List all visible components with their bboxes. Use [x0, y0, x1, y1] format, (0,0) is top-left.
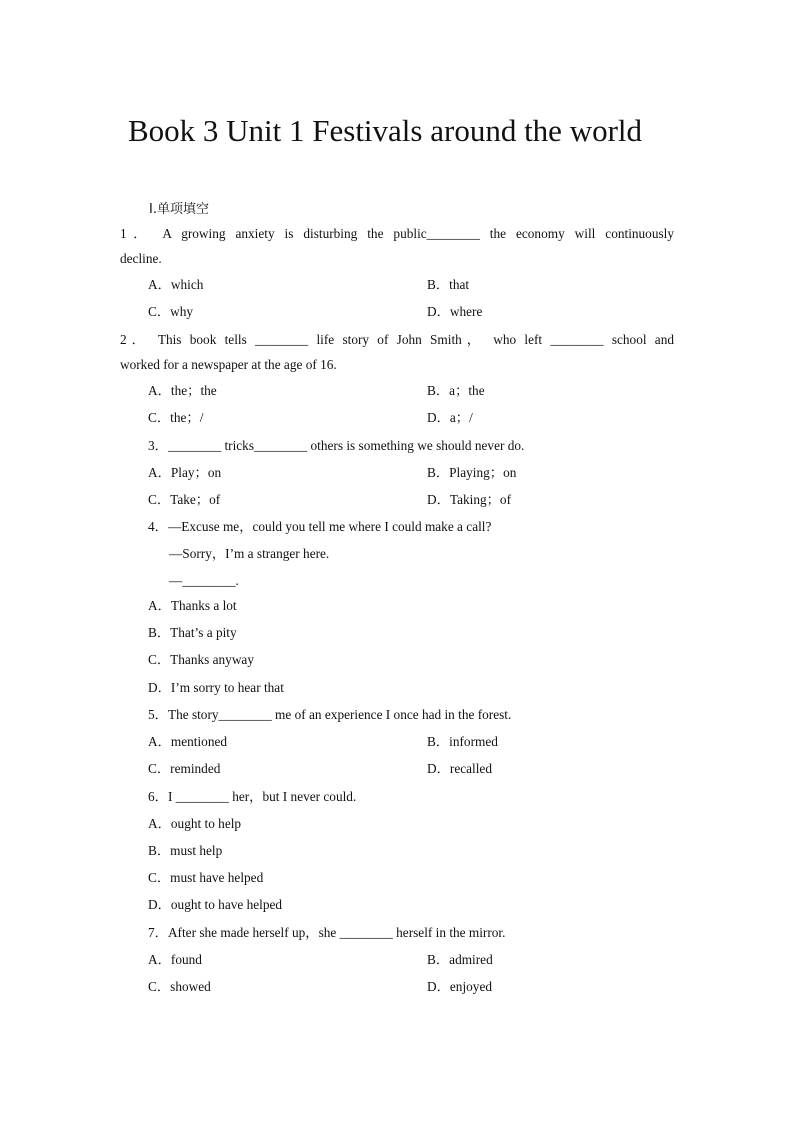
- question-7-option-c: C．showed: [148, 979, 211, 994]
- section-heading: Ⅰ.单项填空: [149, 202, 209, 217]
- question-6-option-c: C．must have helped: [148, 870, 264, 885]
- document-title: Book 3 Unit 1 Festivals around the world: [127, 113, 643, 148]
- question-4-line-3: —________.: [169, 573, 239, 588]
- question-1-line-1: 1． A growing anxiety is disturbing the public________ the economy will continuously: [120, 226, 674, 241]
- question-1-option-c: C．why: [148, 304, 194, 319]
- question-2-line-2: worked for a newspaper at the age of 16.: [120, 357, 337, 372]
- question-7-option-a: A．found: [148, 952, 202, 967]
- question-2-option-a: A．the；the: [148, 383, 217, 398]
- question-3-option-d: D．Taking；of: [427, 492, 512, 507]
- question-3-line-1: 3．________ tricks________ others is something we should never do.: [148, 438, 525, 453]
- question-6-option-b: B．must help: [148, 843, 223, 858]
- question-4-line-2: —Sorry，I’m a stranger here.: [169, 546, 330, 561]
- question-7-line-1: 7．After she made herself up，she ________ herself in the mirror.: [148, 925, 506, 940]
- question-5-option-b: B．informed: [427, 734, 498, 749]
- question-1-option-d: D．where: [427, 304, 483, 319]
- question-4-option-b: B．That’s a pity: [148, 625, 237, 640]
- question-5-option-c: C．reminded: [148, 761, 221, 776]
- question-4-option-d: D．I’m sorry to hear that: [148, 680, 284, 695]
- question-2-option-d: D．a；/: [427, 410, 473, 425]
- question-5-option-a: A．mentioned: [148, 734, 228, 749]
- question-6-option-d: D．ought to have helped: [148, 897, 283, 912]
- question-3-option-c: C．Take；of: [148, 492, 221, 507]
- question-2-line-1: 2． This book tells ________ life story of John Smith， who left ________ school and: [120, 332, 674, 347]
- question-3-option-b: B．Playing；on: [427, 465, 517, 480]
- question-2-option-b: B．a；the: [427, 383, 485, 398]
- question-1-line-2: decline.: [120, 251, 162, 266]
- question-2-option-c: C．the；/: [148, 410, 204, 425]
- question-6-line-1: 6．I ________ her，but I never could.: [148, 789, 357, 804]
- question-1-option-a: A．which: [148, 277, 204, 292]
- question-5-option-d: D．recalled: [427, 761, 492, 776]
- question-3-option-a: A．Play；on: [148, 465, 222, 480]
- question-4-option-c: C．Thanks anyway: [148, 652, 254, 667]
- question-4-option-a: A．Thanks a lot: [148, 598, 237, 613]
- question-1-option-b: B．that: [427, 277, 470, 292]
- question-5-line-1: 5．The story________ me of an experience I once had in the forest.: [148, 707, 512, 722]
- question-7-option-b: B．admired: [427, 952, 493, 967]
- question-4-line-1: 4．—Excuse me，could you tell me where I could make a call?: [148, 519, 492, 534]
- question-6-option-a: A．ought to help: [148, 816, 242, 831]
- question-7-option-d: D．enjoyed: [427, 979, 492, 994]
